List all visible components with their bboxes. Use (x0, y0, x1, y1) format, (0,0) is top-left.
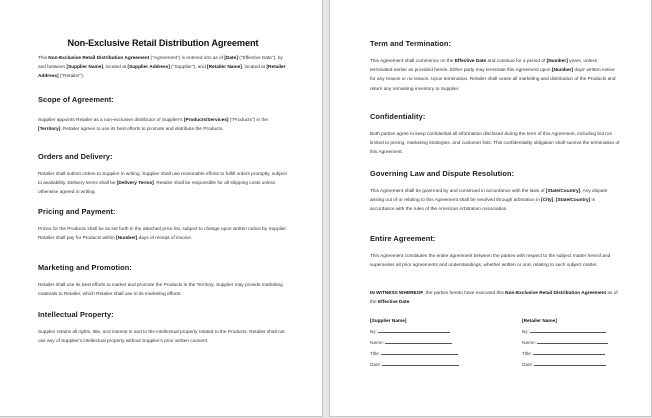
ip-paragraph: Supplier retains all rights, title, and interest in and to the intellectual property related to the Products. Retailer shall not use any of Supplier's intellectual property without Supplier's prior written consent. (38, 330, 285, 345)
bold-text: Non-Exclusive Retail Distribution Agreement (505, 291, 607, 296)
placeholder-number: [Number] (546, 59, 568, 64)
text: This (38, 56, 49, 61)
text: Prices for the Products shall be as set forth in the attached price list, subject to change upon written notice by Supplier. Retailer shall pay for Products within (38, 227, 287, 242)
supplier-by-line[interactable] (370, 328, 490, 339)
text: as of the (370, 291, 618, 306)
supplier-name-line[interactable] (370, 339, 490, 350)
retailer-party-name: [Retailer Name] (522, 319, 557, 324)
term-paragraph (370, 57, 620, 94)
title-label: Title: (370, 352, 381, 357)
text: ("Agreement") is entered into as of (149, 56, 225, 61)
text: Retailer shall submit orders to Supplier in writing. Supplier shall use reasonable efforts to fulfill orders promptly, subject to availability. Delivery terms shall be (38, 172, 287, 187)
text: This Agreement shall be governed by and construed in accordance with the laws of (370, 189, 546, 194)
placeholder-date: [Date] (224, 56, 238, 61)
document-page-2 (329, 0, 652, 417)
signature-rule (530, 328, 606, 333)
pricing-paragraph (38, 225, 288, 243)
placeholder-products: [Products/Services] (183, 118, 229, 123)
retailer-date-line[interactable] (522, 361, 642, 372)
text: in accordance with the rules of the American Arbitration Association. (370, 198, 596, 213)
title-label: Title: (522, 352, 533, 357)
governing-law-paragraph (370, 187, 620, 215)
supplier-signature-block (370, 317, 490, 372)
placeholder-supplier-name: [Supplier Name] (66, 65, 103, 71)
text: . Any dispute arising out of or relating to this Agreement shall be resolved through arbitration in (370, 189, 608, 204)
supplier-title-line[interactable] (370, 350, 490, 361)
name-label: Name: (522, 341, 536, 346)
placeholder-city: [City] (541, 198, 554, 204)
by-label: By: (370, 330, 377, 335)
placeholder-delivery-terms: [Delivery Terms] (116, 181, 154, 187)
document-title: Non-Exclusive Retail Distribution Agreement (67, 38, 259, 48)
placeholder-number: [Number] (116, 236, 138, 242)
marketing-paragraph: Retailer shall use its best efforts to market and promote the Products in the Territory. Supplier may provide marketing materials to Retailer, which Retailer shall use in its marketing efforts. (38, 283, 283, 298)
heading-governing-law: Governing Law and Dispute Resolution: (370, 169, 515, 178)
document-page-1 (0, 0, 323, 417)
text: , (553, 198, 556, 204)
retailer-title-line[interactable] (522, 350, 642, 361)
heading-orders: Orders and Delivery: (38, 152, 113, 161)
text: , the parties hereto have executed this (423, 291, 506, 296)
text: . (409, 300, 411, 306)
retailer-name-line[interactable] (522, 339, 642, 350)
heading-confidentiality: Confidentiality: (370, 112, 426, 121)
heading-marketing: Marketing and Promotion: (38, 263, 132, 272)
text: . Retailer agrees to use its best efforts to promote and distribute the Products. (60, 127, 224, 133)
entire-agreement-paragraph: This Agreement constitutes the entire agreement between the parties with respect to the subject matter hereof and supersedes all prior agreements and understandings, whether written or oral, relating to such subject matter. (370, 254, 611, 269)
date-label: Date: (370, 363, 382, 368)
confidentiality-paragraph: Both parties agree to keep confidential all information disclosed during the term of this Agreement, including but not limited to pricing, marketing strategies, and customer lists. This confidentiality obligation shall survive the termination of this Agreement. (370, 132, 620, 156)
date-label: Date: (522, 363, 534, 368)
retailer-signature-block (522, 317, 642, 372)
text: days of receipt of invoice. (137, 236, 193, 242)
text: , located at (102, 65, 128, 71)
scope-paragraph (38, 116, 288, 134)
signature-rule (537, 339, 608, 344)
bold-text: IN WITNESS WHEREOF (370, 291, 424, 296)
signature-rule (534, 361, 606, 366)
text: days' written notice for any reason or no reason. Upon termination, Retailer shall cease all marketing and distribution of the Products and return any remaining inventory to Supplier. (370, 68, 616, 92)
supplier-date-line[interactable] (370, 361, 490, 372)
placeholder-retailer-name: [Retailer Name] (207, 65, 242, 71)
placeholder-state-country: [State/Country] (545, 189, 581, 194)
signature-rule (381, 350, 458, 355)
heading-pricing: Pricing and Payment: (38, 207, 116, 216)
bold-text: Non-Exclusive Retail Distribution Agreement (48, 56, 150, 61)
by-label: By: (522, 330, 529, 335)
bold-effective-date: Effective Date (454, 59, 487, 64)
heading-entire-agreement: Entire Agreement: (370, 234, 436, 243)
text: ("Effective Date"), by and between (38, 56, 283, 71)
bold-effective-date: Effective Date (377, 300, 410, 306)
signature-rule (385, 339, 452, 344)
signature-rule (378, 328, 450, 333)
supplier-party-name: [Supplier Name] (370, 319, 407, 324)
placeholder-number: [Number] (551, 68, 574, 74)
text: and continue for a period of (486, 59, 547, 64)
text: ("Products") in the (228, 118, 269, 123)
text: years, unless terminated earlier as provided herein. Either party may terminate this Agreement upon (370, 59, 598, 74)
retailer-by-line[interactable] (522, 328, 642, 339)
text: , located at (241, 65, 267, 71)
placeholder-territory: [Territory] (38, 127, 61, 133)
witness-paragraph (370, 289, 620, 307)
text: . Retailer shall be responsible for all shipping costs unless otherwise agreed in writing. (38, 181, 276, 196)
orders-paragraph (38, 170, 288, 198)
text: This Agreement shall commence on the (370, 59, 455, 64)
heading-term: Term and Termination: (370, 39, 452, 48)
signature-rule (382, 361, 459, 366)
placeholder-retailer-address: [Retailer Address] (38, 65, 286, 80)
intro-paragraph (38, 54, 288, 82)
name-label: Name: (370, 341, 384, 346)
text: Supplier appoints Retailer as a non-exclusive distributor of Supplier's (38, 118, 184, 123)
heading-intellectual-property: Intellectual Property: (38, 310, 114, 319)
text: ("Retailer"). (58, 74, 85, 80)
placeholder-state-country: [State/Country] (555, 198, 591, 204)
heading-scope: Scope of Agreement: (38, 95, 114, 104)
text: ("Supplier"), and (169, 65, 208, 71)
placeholder-supplier-address: [Supplier Address] (127, 65, 170, 71)
signature-rule (533, 350, 605, 355)
